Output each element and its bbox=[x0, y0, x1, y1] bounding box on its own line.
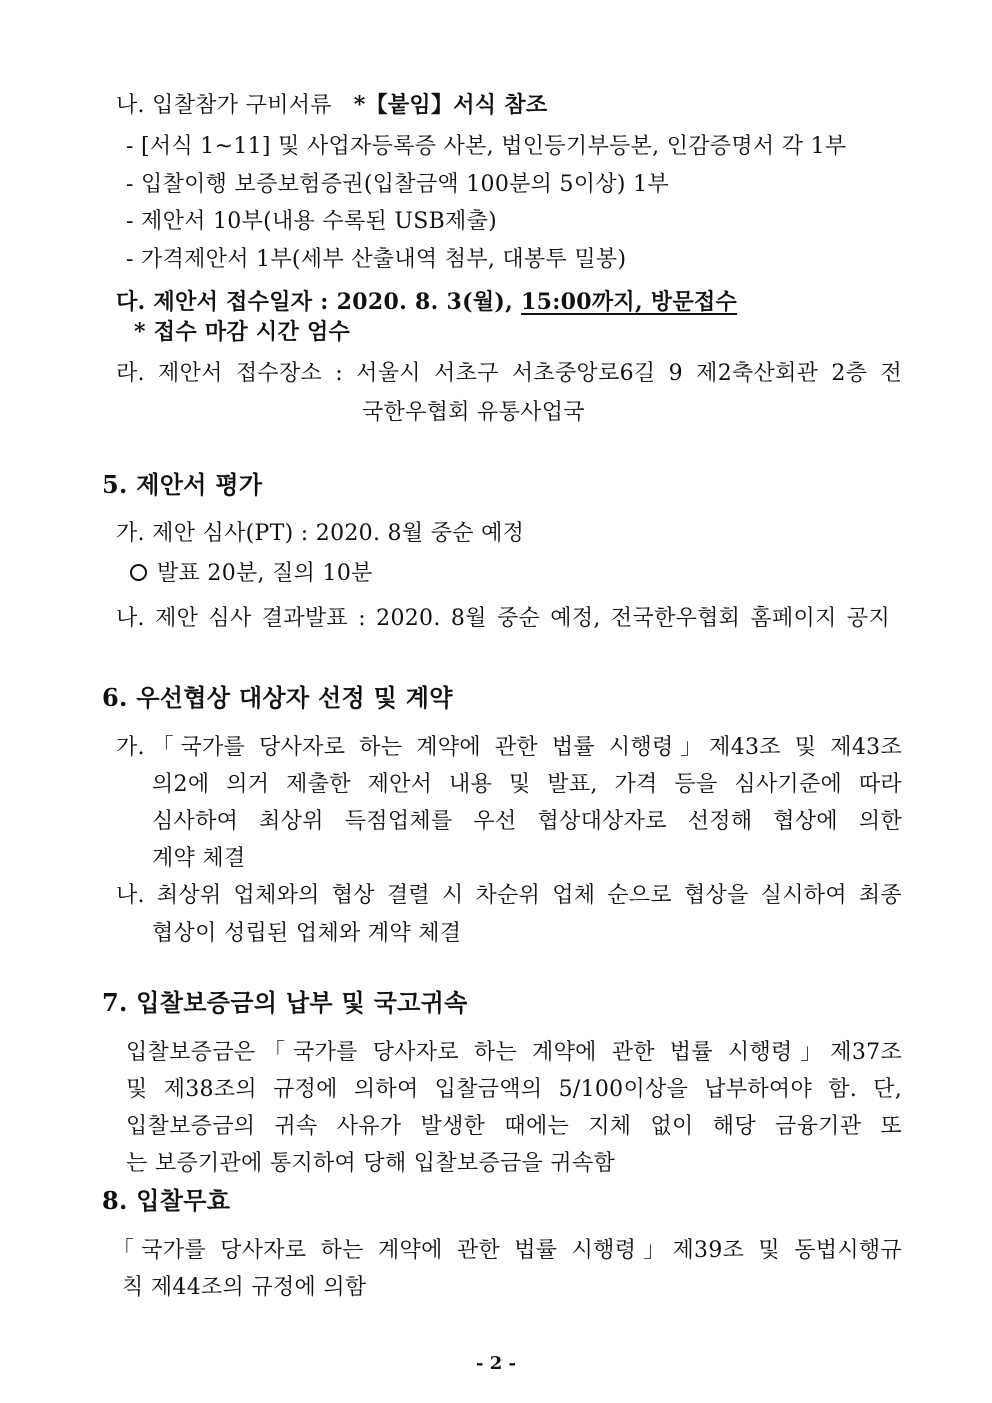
submission-date-text: 다. 제안서 접수일자 : 2020. 8. 3(월), bbox=[116, 289, 522, 315]
section-heading: 6. 우선협상 대상자 선정 및 계약 bbox=[102, 683, 453, 712]
circle-bullet-icon bbox=[130, 564, 147, 581]
submission-place-line: 라. 제안서 접수장소 : 서울시 서초구 서초중앙로6길 9 제2축산회관 2층 전 bbox=[116, 361, 902, 386]
negotiation-line: 심사하여 최상위 득점업체를 우선 협상대상자로 선정해 협상에 의한 bbox=[152, 809, 902, 834]
presentation-bullet bbox=[126, 559, 373, 589]
invalid-bid-line: 칙 제44조의 규정에 의함 bbox=[122, 1275, 367, 1300]
deposit-line: 입찰보증금은「국가를 당사자로 하는 계약에 관한 법률 시행령」제37조 bbox=[126, 1040, 902, 1065]
negotiation-line: 의2에 의거 제출한 제안서 내용 및 발표, 가격 등을 심사기준에 따라 bbox=[152, 772, 902, 797]
bid-documents-label: 나. 입찰참가 구비서류 bbox=[116, 93, 332, 118]
deposit-line: 는 보증기관에 통지하여 당해 입찰보증금을 귀속함 bbox=[126, 1151, 616, 1176]
negotiation-line: 가.「국가를 당사자로 하는 계약에 관한 법률 시행령」제43조 및 제43조 bbox=[116, 735, 902, 760]
section-heading: 8. 입찰무효 bbox=[102, 1186, 231, 1215]
submission-deadline: 15:00까지, 방문접수 bbox=[521, 289, 738, 315]
bid-document-line: - 가격제안서 1부(세부 산출내역 첨부, 대봉투 밀봉) bbox=[126, 247, 627, 272]
deposit-line: 및 제38조의 규정에 의하여 입찰금액의 5/100이상을 납부하여야 함. 단, bbox=[126, 1077, 902, 1102]
bid-document-line: - 입찰이행 보증보험증권(입찰금액 100분의 5이상) 1부 bbox=[126, 172, 669, 197]
presentation-bullet-text: 발표 20분, 질의 10분 bbox=[157, 561, 373, 586]
deadline-note: * 접수 마감 시간 엄수 bbox=[134, 319, 351, 345]
bid-documents-item bbox=[116, 90, 547, 121]
bid-document-line: - 제안서 10부(내용 수록된 USB제출) bbox=[126, 209, 498, 234]
negotiation-line: 계약 체결 bbox=[152, 846, 246, 871]
attachment-note: *【붙임】서식 참조 bbox=[353, 92, 548, 118]
result-announcement: 나. 제안 심사 결과발표 : 2020. 8월 중순 예정, 전국한우협회 홈페이지 공지 bbox=[116, 606, 890, 631]
section-heading: 7. 입찰보증금의 납부 및 국고귀속 bbox=[102, 988, 468, 1017]
deposit-line: 입찰보증금의 귀속 사유가 발생한 때에는 지체 없이 해당 금융기관 또 bbox=[126, 1114, 902, 1139]
invalid-bid-line: 「국가를 당사자로 하는 계약에 관한 법률 시행령」제39조 및 동법시행규 bbox=[112, 1238, 902, 1263]
submission-place-line: 국한우협회 유통사업국 bbox=[362, 400, 585, 425]
section-heading: 5. 제안서 평가 bbox=[102, 470, 263, 499]
negotiation-line: 협상이 성립된 업체와 계약 체결 bbox=[152, 921, 462, 946]
bid-document-line: - [서식 1~11] 및 사업자등록증 사본, 법인등기부등본, 인감증명서 각 1부 bbox=[126, 134, 847, 159]
negotiation-line: 나. 최상위 업체와의 협상 결렬 시 차순위 업체 순으로 협상을 실시하여 최종 bbox=[116, 883, 902, 908]
review-schedule: 가. 제안 심사(PT) : 2020. 8월 중순 예정 bbox=[116, 521, 525, 546]
submission-date-item bbox=[116, 287, 737, 317]
page-number: - 2 - bbox=[476, 1353, 516, 1374]
